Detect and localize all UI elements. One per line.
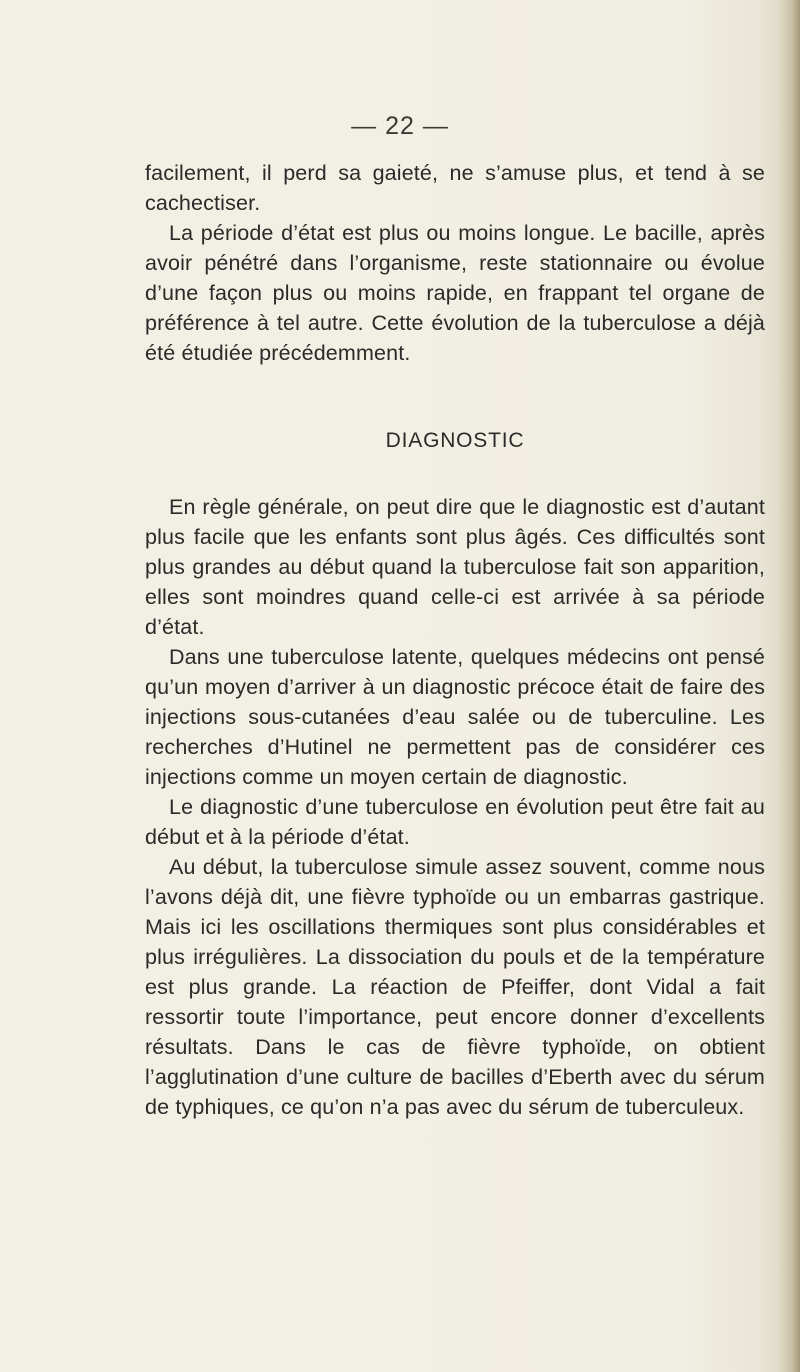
paragraph: Le diagnostic d’une tuberculose en évolution peut être fait au début et à la période d’état. (145, 795, 765, 849)
paragraph: facilement, il perd sa gaieté, ne s’amuse plus, et tend à se cachectiser. (145, 161, 765, 215)
paragraph: En règle générale, on peut dire que le diagnostic est d’autant plus facile que les enfants sont plus âgés. Ces difficultés sont plus grandes au début quand la tuberculose fait son apparition, elles sont moindres quand celle-ci est arrivée à sa période d’état. (145, 495, 765, 639)
page-edge-shadow (778, 0, 800, 1372)
page-number: — 22 — (351, 112, 449, 140)
section-heading: DIAGNOSTIC (385, 429, 525, 452)
body-text (145, 158, 765, 1122)
paragraph: Au début, la tuberculose simule assez souvent, comme nous l’avons déjà dit, une fièvre typhoïde ou un embarras gastrique. Mais ici les oscillations thermiques sont plus considérables et plus irrégulières. La dissociation du pouls et de la température est plus grande. La réaction de Pfeiffer, dont Vidal a fait ressortir toute l’importance, peut encore donner d’excellents résultats. Dans le cas de fièvre typhoïde, on obtient l’agglutination d’une culture de bacilles d’Eberth avec du sérum de typhiques, ce qu’on n’a pas avec du sérum de tuberculeux. (145, 855, 765, 1119)
paragraph: La période d’état est plus ou moins longue. Le bacille, après avoir pénétré dans l’organisme, reste stationnaire ou évolue d’une façon plus ou moins rapide, en frappant tel organe de préférence à tel autre. Cette évolution de la tuberculose a déjà été étudiée précédemment. (145, 221, 765, 365)
paragraph: Dans une tuberculose latente, quelques médecins ont pensé qu’un moyen d’arriver à un diagnostic précoce était de faire des injections sous-cutanées d’eau salée ou de tuberculine. Les recherches d’Hutinel ne permettent pas de considérer ces injections comme un moyen certain de diagnostic. (145, 645, 765, 789)
